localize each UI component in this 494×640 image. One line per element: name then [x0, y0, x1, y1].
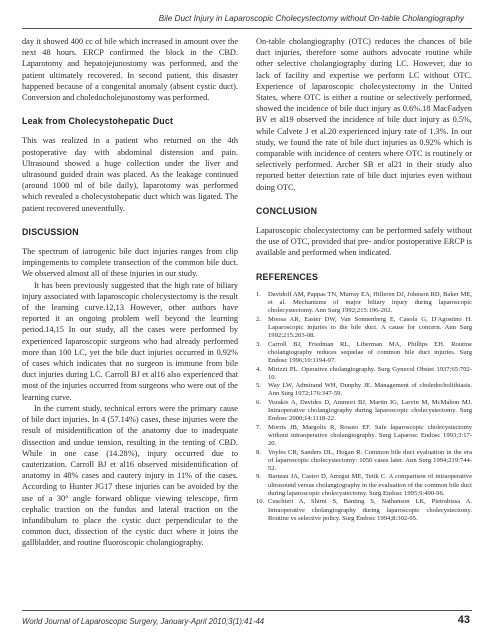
reference-item: [256, 366, 472, 383]
reference-text: Cuschieri A, Shimi S, Banting S, Nathanson LK, Pietrabissa A. Intraoperative cholangiography during laparoscopic cholecystectomy. Routine vs selective policy. Surg Endosc 1994;8:302-05.: [268, 498, 472, 522]
reference-text: Vezakis A, Davides D, Ammori BJ, Martin IG, Larvin M, McMahon MJ. Intraoperative cholangiography during laparoscopic cholecystectomy. Surg Endosc 2000;14:1118-22.: [268, 398, 472, 423]
reference-text: Barteau JA, Castro D, Arregui ME, Tetik C. A comparison of intraoperative ultrasound versus cholangiography in the evaluation of the common bile duct during laparoscopic cholecystectomy. Surg Endosc 1995;9:490-96.: [268, 473, 472, 497]
paragraph: Laparoscopic cholecystectomy can be performed safely without the use of OTC, provided that pre- and/or postoperative ERCP is available and performed when indicated.: [256, 226, 472, 258]
paragraph: On-table cholangiography (OTC) reduces the chances of bile duct injuries, therefore some authors advocate routine while other selective cholangiography during LC. However, due to lack of facility and expertise we perform LC without OTC. Experience of laparoscopic cholecystectomy in the United States, where OTC is either a routine or selectively performed, showed the incidence of bile duct injury as 0.6%.18 MacFadyen BV et al19 observed the incidence of bile duct injury as 0.5%, while Calvete J et al.20 experienced injury rate of 1.3%. In our study, we found the rate of bile duct injuries as 0.92% which is comparable with incidence of centers where OTC is routinely or selectively performed. Archer SB et al21 in their study also reported better detection rate of bile duct injuries even without doing OTC.: [256, 37, 472, 192]
reference-number: 9.: [256, 473, 261, 481]
reference-number: 6.: [256, 398, 261, 406]
reference-number: 10.: [256, 498, 265, 506]
paragraph: This was realized in a patient who returned on the 4th postoperative day with abdominal distension and pain. Ultrasound showed a huge collection under the liver and ultrasound guided drain was placed. As the leakage continued (around 1000 ml of bile daily), laparotomy was performed which revealed a cholecystohepatic duct which was ligated. The patient recovered uneventfully.: [22, 136, 238, 213]
section-heading: Leak from Cholecystohepatic Duct: [22, 116, 174, 127]
reference-text: Carroll BJ, Friedman RL, Liberman MA, Phillips EH. Routine cholangiography reduces sequelae of common bile duct injuries. Surg Endosc 1996;10:1194-97.: [268, 340, 472, 365]
reference-item: [256, 382, 472, 399]
reference-number: 3.: [256, 340, 261, 348]
reference-item: [256, 498, 472, 523]
left-column: [22, 36, 238, 549]
paragraph: It has been previously suggested that the high rate of biliary injury associated with laparoscopic cholecystectomy is the result of the learning curve.12,13 However, other authors have reported it an ongoing problem well beyond the learning period.14,15 In our study, all the cases were performed by experienced laparoscopic surgeons who had already performed more than 100 LC, yet the bile duct injuries occurred in 0.92% of cases which indicates that no surgeon is immune from bile duct injuries during LC. Carroll BJ et al16 also experienced that most of the injuries occurred from surgeons who were out of the learning curve.: [22, 280, 238, 402]
reference-item: [256, 473, 472, 498]
reference-number: 5.: [256, 382, 261, 390]
header-rule: [22, 28, 472, 29]
references-list: [256, 291, 472, 523]
footer-journal-citation: World Journal of Laparoscopic Surgery, January-April 2010;3(1):41-44: [22, 617, 265, 626]
reference-item: [256, 399, 472, 424]
reference-item: [256, 291, 472, 316]
reference-text: Davidoff AM, Pappas TN, Murray EA, Hilleren DJ, Johnson RD, Baker ME, et al. Mechanisms of major biliary injury during laparoscopic cholecystectomy. Ann Surg 1992;215:196-202.: [268, 290, 472, 315]
page-number: 43: [457, 614, 470, 626]
paragraph: The spectrum of iatrogenic bile duct injuries ranges from clip impingements to complete transection of the common bile duct. We observed almost all of these injuries in our study.: [22, 247, 238, 279]
reference-number: 1.: [256, 290, 261, 298]
reference-number: 2.: [256, 315, 261, 323]
section-heading: REFERENCES: [256, 271, 319, 282]
paragraph: In the current study, technical errors were the primary cause of bile duct injuries. In 4 (57.14%) cases, these injuries were the result of misidentification of the anatomy due to inadequate dissection and undue tension, resulting in the tenting of CBD. While in one case (14.28%), injury occurred due to cauterization. Carroll BJ et al16 observed misidentification of anatomy in 48% cases and cautery injury in 11% of the cases. According to Hunter JG17 these injuries can be avoided by the use of a 30° angle forward oblique viewing telescope, firm cephalic traction on the fundus and lateral traction on the infundibulum to place the cystic duct perpendicular to the common duct, dissection of the cystic duct where it joins the gallbladder, and routine fluoroscopic cholangiography.: [22, 403, 238, 548]
reference-text: Mirizzi PL. Operative cholangiography. Surg Gynecol Obstet 1937;65:702-10.: [268, 365, 472, 381]
paragraph: day it showed 400 cc of bile which increased in amount over the next 48 hours. ERCP confirmed the block in the CBD. Laparotomy and hepatojejunostomy was performed, and the patient ultimately recovered. In second patient, this disaster happened because of a congenital anomaly (absent cystic duct). Conversion and choledocholejunostomy was performed.: [22, 37, 238, 103]
reference-text: Morris JB, Margolis R, Rosato EF. Safe laparoscopic cholecystectomy without intraoperative cholangiography. Surg Laparosc Endosc 1993;3:17-20.: [268, 423, 472, 448]
reference-text: Moosa AR, Easter DW, Van Sonnenberg E, Casola G, D'Agostino H. Laparoscopic injuries to the bile duct. A cause for concern. Ann Surg 1992;215:203-08.: [268, 315, 472, 340]
reference-number: 4.: [256, 365, 261, 373]
reference-text: Voyles CR, Sanders DL, Hogan R. Common bile duct evaluation in the era of laparoscopic cholecystectomy: 1050 cases later. Ann Surg 1994;219:744-52.: [268, 448, 472, 473]
section-heading: DISCUSSION: [22, 226, 79, 237]
reference-item: [256, 341, 472, 366]
reference-item: [256, 449, 472, 474]
reference-text: Way LW, Admirand WH, Dunphy JE. Management of choledocholithiasis. Ann Surg 1972;176:347-59.: [268, 382, 472, 398]
reference-number: 8.: [256, 448, 261, 456]
footer-rule: [22, 610, 472, 611]
running-head: Bile Duct Injury in Laparoscopic Cholecystectomy without On-table Cholangiography: [158, 14, 464, 23]
reference-item: [256, 316, 472, 341]
reference-item: [256, 424, 472, 449]
section-heading: CONCLUSION: [256, 205, 318, 216]
right-column: [256, 36, 472, 523]
reference-number: 7.: [256, 423, 261, 431]
